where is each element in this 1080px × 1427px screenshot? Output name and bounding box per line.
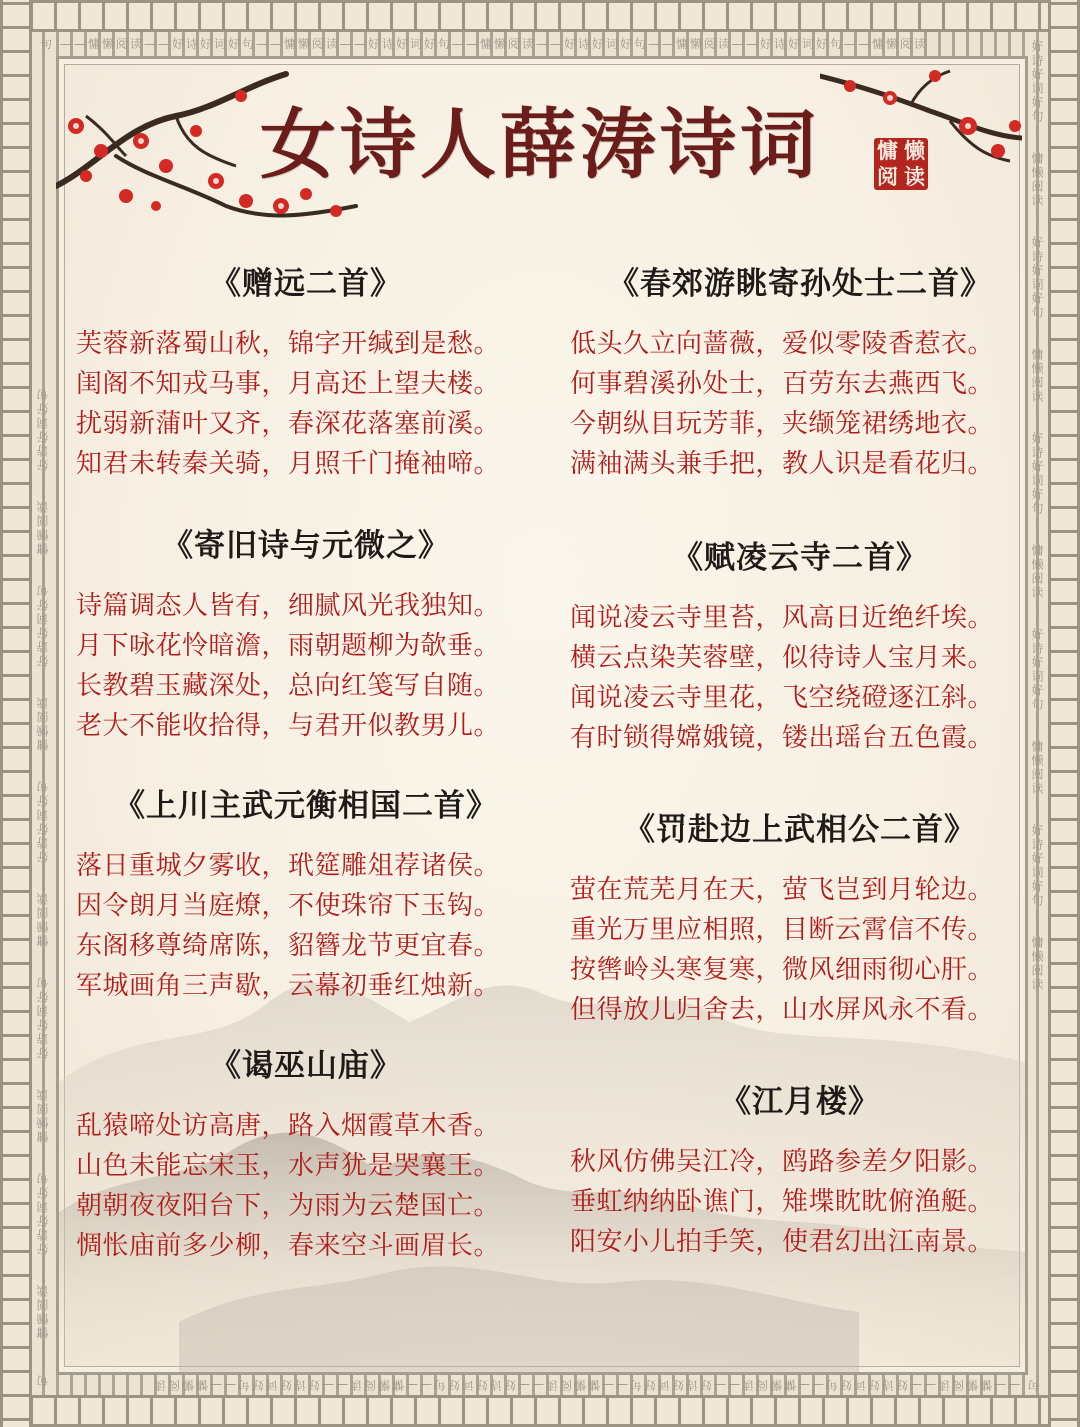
bottom-fret-border <box>0 1395 1080 1427</box>
poem-line: 芙蓉新落蜀山秋，锦字开缄到是愁。 <box>76 329 501 359</box>
poem-line: 因令朗月当庭燎，不使珠帘下玉钩。 <box>76 891 501 921</box>
poem-block <box>76 262 536 484</box>
poem-line: 乱猿啼处访高唐，路入烟霞草木香。 <box>76 1111 501 1141</box>
poem-line: 秋风仿佛吴江冷，鸥路参差夕阳影。 <box>570 1147 995 1177</box>
poem-title: 《江月楼》 <box>720 1084 880 1120</box>
seal-stamp <box>874 138 928 190</box>
poem-line: 满袖满头兼手把，教人识是看花归。 <box>570 449 995 479</box>
poem-block <box>76 784 536 1006</box>
poem-line: 何事碧溪孙处士，百劳东去燕西飞。 <box>570 369 995 399</box>
poem-line: 朝朝夜夜阳台下，为雨为云楚国亡。 <box>76 1191 501 1221</box>
poem-block <box>570 1080 1030 1262</box>
poem-line: 按辔岭头寒复寒，微风细雨彻心肝。 <box>570 955 995 985</box>
poem-line: 诗篇调态人皆有，细腻风光我独知。 <box>76 591 501 621</box>
page-title: 女诗人薛涛诗词 <box>260 100 820 189</box>
poem-line: 惆怅庙前多少柳，春来空斗画眉长。 <box>76 1231 501 1261</box>
watermark-right: 好诗好词好句——慵懒阅读——好诗好词好句——慵懒阅读——好诗好词好句——慵懒阅读——好诗好词好句——慵懒阅读——好诗好词好句——慵懒阅读 <box>1030 40 1044 992</box>
poem-title: 《寄旧诗与元微之》 <box>162 528 450 564</box>
poem-title: 《谒巫山庙》 <box>210 1048 402 1084</box>
poem-line: 闺阁不知戎马事，月高还上望夫楼。 <box>76 369 501 399</box>
poem-line: 扰弱新蒲叶又齐，春深花落塞前溪。 <box>76 409 501 439</box>
top-fret-border <box>0 0 1080 32</box>
poem-line: 横云点染芙蓉壁，似待诗人宝月来。 <box>570 643 995 673</box>
seal-char-3: 阅 <box>877 164 898 189</box>
poem-line: 长教碧玉藏深处，总向红笺写自随。 <box>76 671 501 701</box>
poem-title: 《赠远二首》 <box>210 266 402 302</box>
left-fret-border <box>0 0 32 1427</box>
poem-line: 落日重城夕雾收，玳筵雕俎荐诸侯。 <box>76 851 501 881</box>
seal-char-4: 读 <box>904 164 925 189</box>
poem-title: 《赋凌云寺二首》 <box>672 540 928 576</box>
poem-line: 萤在荒芜月在天，萤飞岂到月轮边。 <box>570 875 995 905</box>
poem-block <box>76 1044 536 1266</box>
poem-line: 低头久立向蔷薇，爱似零陵香惹衣。 <box>570 329 995 359</box>
right-fret-border <box>1048 0 1080 1427</box>
poem-title: 《上川主武元衡相国二首》 <box>114 788 498 824</box>
poem-line: 阳安小儿拍手笑，使君幻出江南景。 <box>570 1227 995 1257</box>
poem-line: 重光万里应相照，目断云霄信不传。 <box>570 915 995 945</box>
watermark-bottom: 句 ——慵懒阅读——好诗好词好句——慵懒阅读——好诗好词好句——慵懒阅读——好诗好词好句——慵懒阅读——好诗好词好句——慵懒阅读 <box>152 1378 1040 1392</box>
seal-char-2: 懒 <box>904 138 925 163</box>
poem-block <box>76 524 536 746</box>
poem-block <box>570 808 1030 1030</box>
poem-title: 《春郊游眺寄孙处士二首》 <box>608 266 992 302</box>
poem-line: 老大不能收拾得，与君开似教男儿。 <box>76 711 501 741</box>
poem-block <box>570 536 1030 758</box>
poem-line: 山色未能忘宋玉，水声犹是哭襄王。 <box>76 1151 501 1181</box>
poem-line: 军城画角三声歇，云幕初垂红烛新。 <box>76 971 501 1001</box>
poem-line: 东阁移尊绮席陈，貂簪龙节更宜春。 <box>76 931 501 961</box>
poem-title: 《罚赴边上武相公二首》 <box>624 812 976 848</box>
poem-line: 今朝纵目玩芳菲，夹缬笼裙绣地衣。 <box>570 409 995 439</box>
watermark-left: 句 ——慵懒阅读——好诗好词好句——慵懒阅读——好诗好词好句——慵懒阅读——好诗好词好句——慵懒阅读——好诗好词好句——慵懒阅读——好诗好词好句 <box>36 387 50 1387</box>
seal-char-1: 慵 <box>877 138 898 163</box>
watermark-top: 句 ——慵懒阅读——好诗好词好句——慵懒阅读——好诗好词好句——慵懒阅读——好诗好词好句——慵懒阅读——好诗好词好句——慵懒阅读 <box>40 37 928 51</box>
poem-line: 垂虹纳纳卧谯门，雉堞眈眈俯渔艇。 <box>570 1187 995 1217</box>
poem-line: 有时锁得嫦娥镜，镂出瑶台五色霞。 <box>570 723 995 753</box>
poem-line: 闻说凌云寺里苔，风高日近绝纤埃。 <box>570 603 995 633</box>
poem-line: 知君未转秦关骑，月照千门掩袖啼。 <box>76 449 501 479</box>
poem-block <box>570 262 1030 484</box>
poem-line: 月下咏花怜暗澹，雨朝题柳为欹垂。 <box>76 631 501 661</box>
poem-line: 闻说凌云寺里花，飞空绕磴逐江斜。 <box>570 683 995 713</box>
poem-line: 但得放儿归舍去，山水屏风永不看。 <box>570 995 995 1025</box>
